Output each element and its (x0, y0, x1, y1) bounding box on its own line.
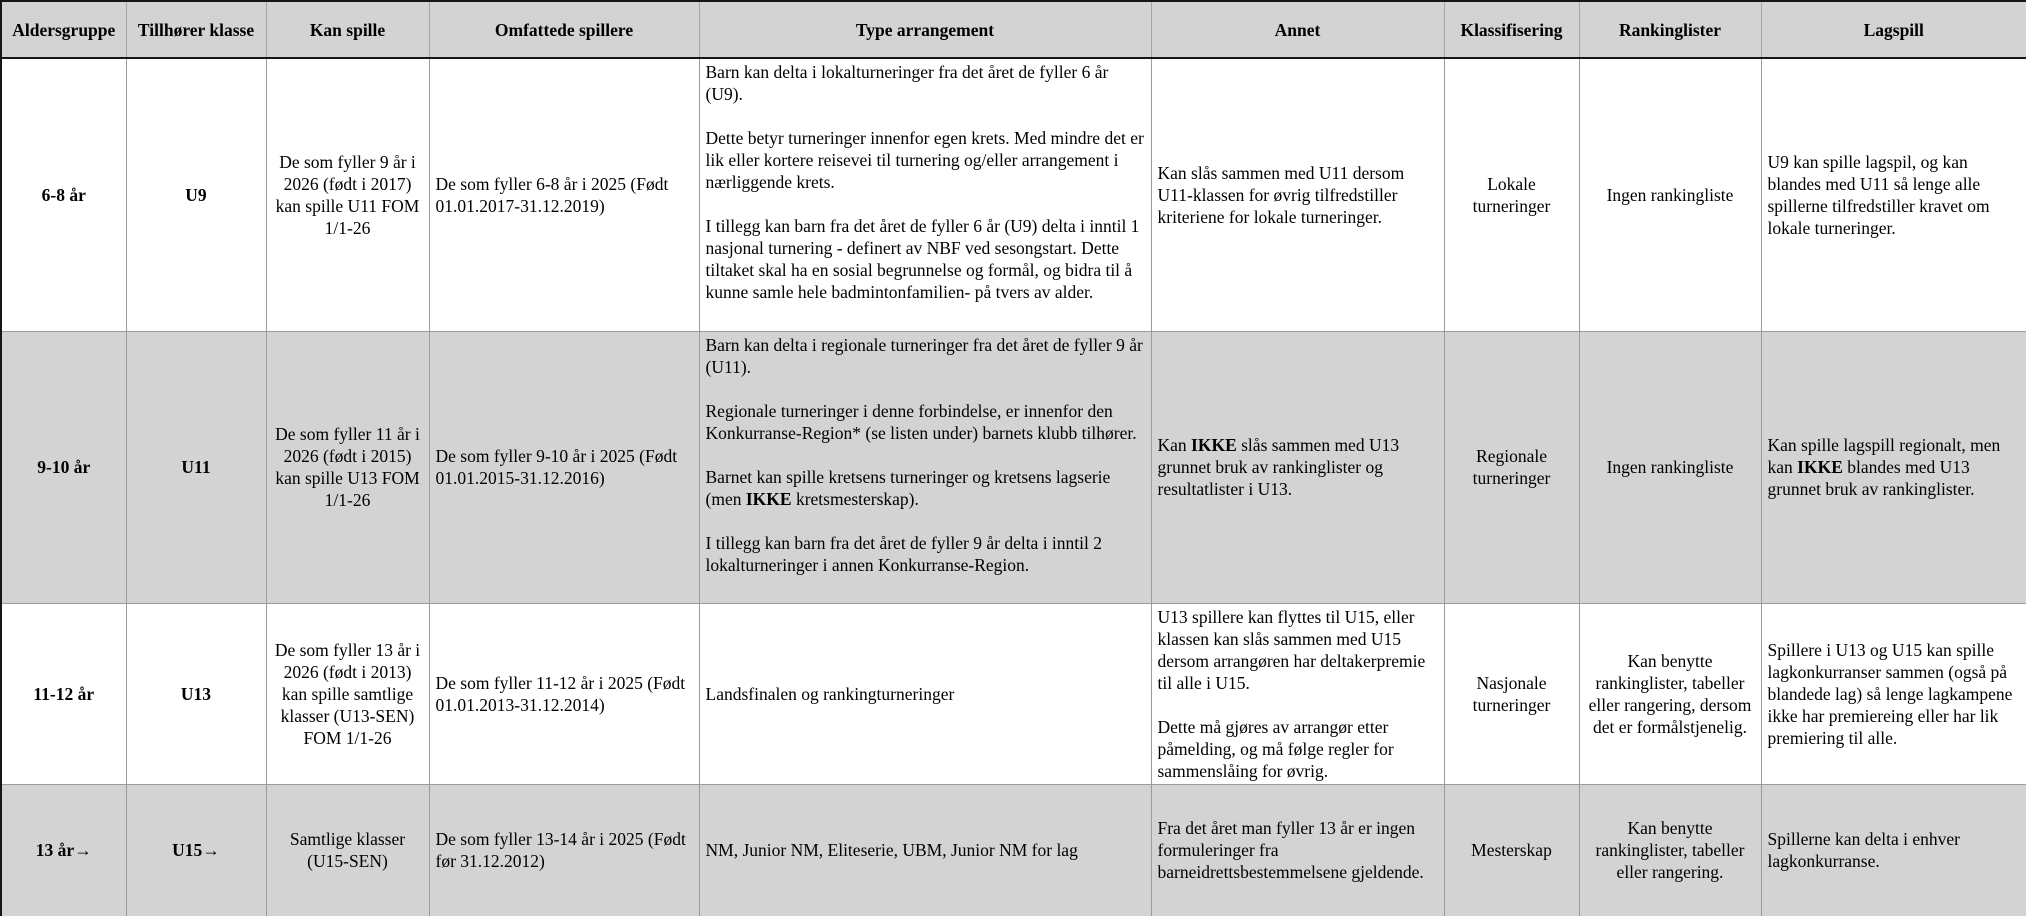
paragraph: U13 spillere kan flyttes til U15, eller klassen kan slås sammen med U15 dersom arrangøren har deltakerpremie til alle i U15. (1157, 606, 1426, 693)
col-header-kan-spille: Kan spille (266, 1, 429, 58)
table-header (1, 1, 2026, 58)
paragraph: U9 kan spille lagspil, og kan blandes med U11 så lenge alle spillerne tilfredstiller kravet om lokale turneringer. (1767, 151, 1990, 238)
paragraph: Kan spille lagspill regionalt, men kan IKKE blandes med U13 grunnet bruk av rankinglister. (1767, 435, 2001, 499)
cell-omfattede-spillere: De som fyller 11-12 år i 2025 (Født 01.01.2013-31.12.2014) (429, 603, 699, 784)
col-header-aldersgruppe: Aldersgruppe (1, 1, 126, 58)
cell-lagspill (1761, 603, 2026, 784)
paragraph: Barnet kan spille kretsens turneringer og kretsens lagserie (men IKKE kretsmesterskap). (705, 466, 1111, 509)
cell-tillhorer-klasse: U15→ (126, 784, 266, 916)
cell-klassifisering: Regionale turneringer (1444, 331, 1579, 603)
cell-omfattede-spillere: De som fyller 13-14 år i 2025 (Født før 31.12.2012) (429, 784, 699, 916)
table-row-u13 (1, 603, 2026, 784)
cell-kan-spille: De som fyller 9 år i 2026 (født i 2017) kan spille U11 FOM 1/1-26 (266, 58, 429, 331)
cell-omfattede-spillere: De som fyller 6-8 år i 2025 (Født 01.01.2017-31.12.2019) (429, 58, 699, 331)
paragraph: NM, Junior NM, Eliteserie, UBM, Junior NM for lag (705, 840, 1078, 861)
table-row-u11 (1, 331, 2026, 603)
paragraph: Kan IKKE slås sammen med U13 grunnet bruk av rankinglister og resultatlister i U13. (1157, 435, 1400, 499)
cell-type-arrangement (699, 331, 1151, 603)
table-row-u9 (1, 58, 2026, 331)
col-header-rankinglister: Rankinglister (1579, 1, 1761, 58)
cell-kan-spille: De som fyller 13 år i 2026 (født i 2013) kan spille samtlige klasser (U13-SEN) FOM 1/1-26 (266, 603, 429, 784)
cell-klassifisering: Nasjonale turneringer (1444, 603, 1579, 784)
cell-tillhorer-klasse: U13 (126, 603, 266, 784)
header-row (1, 1, 2026, 58)
paragraph: Landsfinalen og rankingturneringer (705, 683, 955, 704)
cell-annet (1151, 784, 1444, 916)
cell-omfattede-spillere: De som fyller 9-10 år i 2025 (Født 01.01.2015-31.12.2016) (429, 331, 699, 603)
col-header-lagspill: Lagspill (1761, 1, 2026, 58)
cell-klassifisering: Lokale turneringer (1444, 58, 1579, 331)
cell-rankinglister: Kan benytte rankinglister, tabeller eller rangering, dersom det er formålstjenelig. (1579, 603, 1761, 784)
cell-aldersgruppe: 9-10 år (1, 331, 126, 603)
cell-tillhorer-klasse: U11 (126, 331, 266, 603)
paragraph: I tillegg kan barn fra det året de fyller 6 år (U9) delta i inntil 1 nasjonal turnering - definert av NBF ved sesongstart. Dette tiltaket skal ha en sosial begrunnelse og formål, og bidra til å kunne samle hele badmintonfamilien- på tvers av alder. (705, 216, 1140, 302)
table-body (1, 58, 2026, 916)
paragraph: Dette må gjøres av arrangør etter påmelding, og må følge regler for sammenslåing for øvrig. (1157, 716, 1394, 781)
paragraph: Barn kan delta i regionale turneringer fra det året de fyller 9 år (U11). (705, 334, 1143, 377)
cell-klassifisering: Mesterskap (1444, 784, 1579, 916)
cell-lagspill (1761, 58, 2026, 331)
paragraph: I tillegg kan barn fra det året de fyller 9 år delta i inntil 2 lokalturneringer i annen Konkurranse-Region. (705, 532, 1103, 575)
paragraph: Kan slås sammen med U11 dersom U11-klassen for øvrig tilfredstiller kriteriene for lokale turneringer. (1157, 162, 1405, 227)
cell-lagspill (1761, 784, 2026, 916)
cell-rankinglister: Kan benytte rankinglister, tabeller eller rangering. (1579, 784, 1761, 916)
cell-annet (1151, 331, 1444, 603)
cell-type-arrangement (699, 58, 1151, 331)
cell-aldersgruppe: 11-12 år (1, 603, 126, 784)
col-header-annet: Annet (1151, 1, 1444, 58)
cell-tillhorer-klasse: U9 (126, 58, 266, 331)
cell-rankinglister: Ingen rankingliste (1579, 58, 1761, 331)
cell-kan-spille: De som fyller 11 år i 2026 (født i 2015) kan spille U13 FOM 1/1-26 (266, 331, 429, 603)
paragraph: Spillerne kan delta i enhver lagkonkurranse. (1767, 829, 1960, 872)
cell-annet (1151, 603, 1444, 784)
paragraph: Dette betyr turneringer innenfor egen krets. Med mindre det er lik eller kortere reisevei til turnering og/eller arrangement i nærliggende krets. (705, 128, 1144, 192)
cell-kan-spille: Samtlige klasser (U15-SEN) (266, 784, 429, 916)
col-header-klassifisering: Klassifisering (1444, 1, 1579, 58)
cell-rankinglister: Ingen rankingliste (1579, 331, 1761, 603)
paragraph: Spillere i U13 og U15 kan spille lagkonkurranser sammen (også på blandede lag) så lenge lagkampene ikke har premiereing eller har lik premiering til alle. (1767, 639, 2013, 748)
cell-lagspill (1761, 331, 2026, 603)
cell-aldersgruppe: 6-8 år (1, 58, 126, 331)
cell-type-arrangement (699, 603, 1151, 784)
col-header-tillhorer-klasse: Tillhører klasse (126, 1, 266, 58)
cell-aldersgruppe: 13 år→ (1, 784, 126, 916)
col-header-type-arrangement: Type arrangement (699, 1, 1151, 58)
paragraph: Fra det året man fyller 13 år er ingen formuleringer fra barneidrettsbestemmelsene gjeldende. (1157, 818, 1424, 883)
cell-type-arrangement (699, 784, 1151, 916)
paragraph: Regionale turneringer i denne forbindelse, er innenfor den Konkurranse-Region* (se listen under) barnets klubb tilhører. (705, 400, 1137, 443)
col-header-omfattede-spillere: Omfattede spillere (429, 1, 699, 58)
table-row-u15 (1, 784, 2026, 916)
cell-annet (1151, 58, 1444, 331)
paragraph: Barn kan delta i lokalturneringer fra det året de fyller 6 år (U9). (705, 62, 1109, 104)
